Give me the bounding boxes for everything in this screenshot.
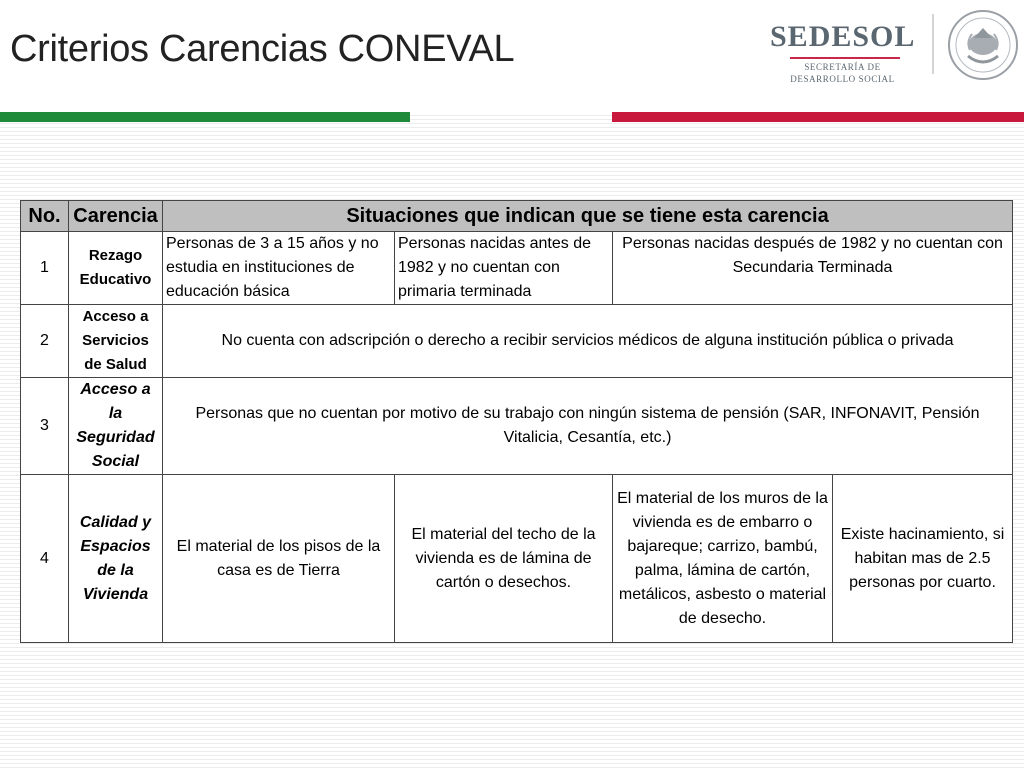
situation-cell: Personas que no cuentan por motivo de su trabajo con ningún sistema de pensión (SAR, INFONAVIT, Pensión Vitalicia, Cesantía, etc.) <box>163 378 1013 475</box>
table-row <box>21 378 1013 475</box>
situation-cell: Personas nacidas después de 1982 y no cuentan con Secundaria Terminada <box>613 232 1013 305</box>
situation-cell: Existe hacinamiento, si habitan mas de 2.5 personas por cuarto. <box>833 475 1013 643</box>
carencia-name: Rezago Educativo <box>69 232 163 305</box>
row-number: 1 <box>21 232 69 305</box>
row-number: 3 <box>21 378 69 475</box>
table-row <box>21 475 1013 643</box>
situation-cell: No cuenta con adscripción o derecho a recibir servicios médicos de alguna institución pública o privada <box>163 305 1013 378</box>
carencia-name: Calidad y Espacios de la Vivienda <box>69 475 163 643</box>
situation-cell: Personas de 3 a 15 años y no estudia en instituciones de educación básica <box>163 232 395 305</box>
sedesol-logo <box>770 16 920 86</box>
header-situaciones: Situaciones que indican que se tiene esta carencia <box>163 201 1013 232</box>
logo-subtitle-1: SECRETARÍA DE <box>804 62 881 72</box>
coat-of-arms-seal-icon <box>946 8 1020 82</box>
logo-subtitle-2: DESARROLLO SOCIAL <box>790 74 895 84</box>
situation-cell: Personas nacidas antes de 1982 y no cuentan con primaria terminada <box>395 232 613 305</box>
table-row <box>21 232 1013 305</box>
slide-title: Criterios Carencias CONEVAL <box>10 28 515 70</box>
logo-underline <box>790 57 900 59</box>
red-accent-bar <box>612 112 1024 122</box>
carencias-table <box>20 200 1013 643</box>
green-accent-bar <box>0 112 410 122</box>
carencia-name: Acceso a Servicios de Salud <box>69 305 163 378</box>
carencia-name: Acceso a la Seguridad Social <box>69 378 163 475</box>
logo-name: SEDESOL <box>770 20 916 53</box>
situation-cell: El material de los muros de la vivienda es de embarro o bajareque; carrizo, bambú, palma, lámina de cartón, metálicos, asbesto o material de desecho. <box>613 475 833 643</box>
table-header-row <box>21 201 1013 232</box>
logo-divider <box>932 14 934 74</box>
situation-cell: El material de los pisos de la casa es de Tierra <box>163 475 395 643</box>
header-no: No. <box>21 201 69 232</box>
situation-cell: El material del techo de la vivienda es de lámina de cartón o desechos. <box>395 475 613 643</box>
header-carencia: Carencia <box>69 201 163 232</box>
row-number: 2 <box>21 305 69 378</box>
table-row <box>21 305 1013 378</box>
row-number: 4 <box>21 475 69 643</box>
